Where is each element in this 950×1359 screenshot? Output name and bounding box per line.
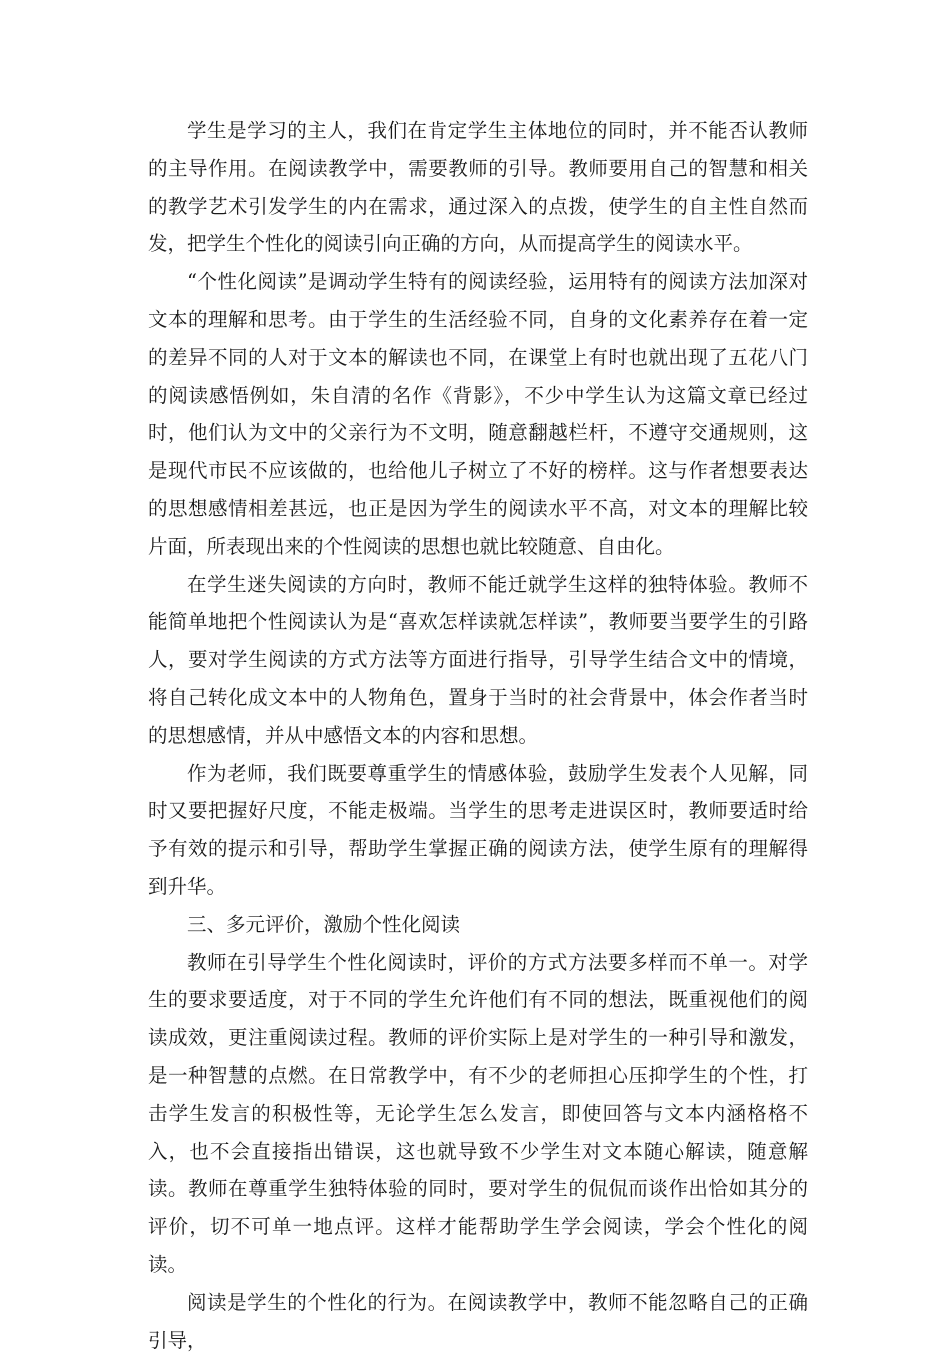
paragraph-as-teachers: 作为老师，我们既要尊重学生的情感体验，鼓励学生发表个人见解，同时又要把握好尺度，不能走极端。当学生的思考走进误区时，教师要适时给予有效的提示和引导，帮助学生掌握正确的阅读方法，使学生原有的理解得到升华。 [148,761,808,898]
paragraph-personalized-reading: “个性化阅读”是调动学生特有的阅读经验，运用特有的阅读方法加深对文本的理解和思考。由于学生的生活经验不同，自身的文化素养存在着一定的差异不同的人对于文本的解读也不同，在课堂上有时也就出现了五花八门的阅读感悟例如，朱自清的名作《背影》，不少中学生认为这篇文章已经过时，他们认为文中的父亲行为不文明，随意翻越栏杆，不遵守交通规则，这是现代市民不应该做的，也给他儿子树立了不好的榜样。这与作者想要表达的思想感情相差甚远，也正是因为学生的阅读水平不高，对文本的理解比较片面，所表现出来的个性阅读的思想也就比较随意、自由化。 [148,270,808,558]
paragraph-reading-behavior: 阅读是学生的个性化的行为。在阅读教学中，教师不能忽略自己的正确引导， [148,1290,808,1352]
paragraph-evaluation-methods: 教师在引导学生个性化阅读时，评价的方式方法要多样而不单一。对学生的要求要适度，对于不同的学生允许他们有不同的想法，既重视他们的阅读成效，更注重阅读过程。教师的评价实际上是对学生的一种引导和激发，是一种智慧的点燃。在日常教学中，有不少的老师担心压抑学生的个性，打击学生发言的积极性等，无论学生怎么发言，即使回答与文本内涵格格不入，也不会直接指出错误，这也就导致不少学生对文本随心解读，随意解读。教师在尊重学生独特体验的同时，要对学生的侃侃而谈作出恰如其分的评价，切不可单一地点评。这样才能帮助学生学会阅读，学会个性化的阅读。 [148,950,808,1276]
paragraph-lost-direction: 在学生迷失阅读的方向时，教师不能迁就学生这样的独特体验。教师不能简单地把个性阅读认为是“喜欢怎样读就怎样读”，教师要当要学生的引路人，要对学生阅读的方式方法等方面进行指导，引导学生结合文中的情境，将自己转化成文本中的人物角色，置身于当时的社会背景中，体会作者当时的思想感情，并从中感悟文本的内容和思想。 [148,572,808,747]
section-heading-evaluation: 三、多元评价，激励个性化阅读 [187,912,461,936]
document-body [148,112,808,1359]
paragraph-teacher-guidance: 学生是学习的主人，我们在肯定学生主体地位的同时，并不能否认教师的主导作用。在阅读教学中，需要教师的引导。教师要用自己的智慧和相关的教学艺术引发学生的内在需求，通过深入的点拨，使学生的自主性自然而发，把学生个性化的阅读引向正确的方向，从而提高学生的阅读水平。 [148,119,808,256]
